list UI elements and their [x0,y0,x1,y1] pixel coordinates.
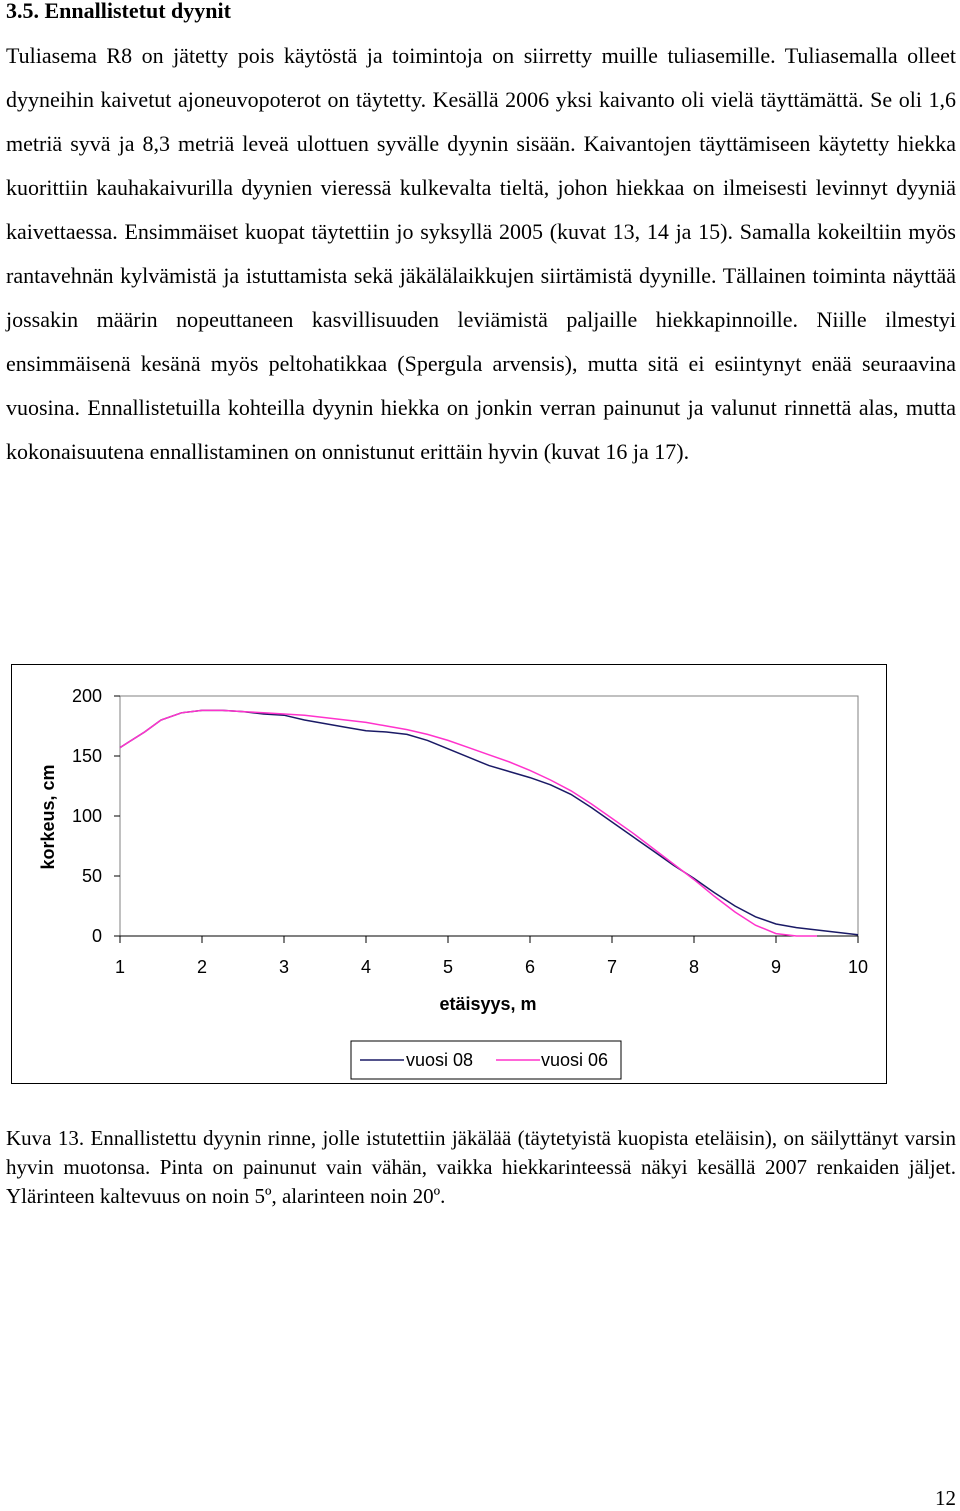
y-tick-label: 0 [91,926,102,946]
y-tick-label: 150 [71,746,102,766]
series-line-vuosi-06 [120,710,817,936]
x-tick-label: 7 [606,957,618,977]
y-axis-label: korkeus, cm [38,764,58,870]
x-tick-label: 2 [196,957,208,977]
x-tick-label: 9 [770,957,782,977]
figure-caption: Kuva 13. Ennallistettu dyynin rinne, jolle istutettiin jäkälää (täytetyistä kuopista eteläisin), on säilyttänyt varsin hyvin muotonsa. Pinta on painunut vain vähän, vaikka hiekkarinteessä näkyi kesällä 2007 renkaiden jäljet. Ylärinteen kaltevuus on noin 5º, alarinteen noin 20º. [6,1126,956,1208]
x-axis-label: etäisyys, m [439,994,537,1014]
series-line-vuosi-08 [120,710,858,934]
y-tick-label: 50 [81,866,102,886]
x-tick-label: 6 [524,957,536,977]
x-tick-label: 5 [442,957,454,977]
x-tick-label: 10 [847,957,869,977]
body-paragraph: Tuliasema R8 on jätetty pois käytöstä ja toimintoja on siirretty muille tuliasemille. Tuliasemalla olleet dyyneihin kaivetut ajoneuvopoterot on täytetty. Kesällä 2006 yksi kaivanto oli vielä täyttämättä. Se oli 1,6 metriä syvä ja 8,3 metriä leveä ulottuen syvälle dyynin sisään. Kaivantojen täyttämiseen käytetty hiekka kuorittiin kauhakaivurilla dyynien vieressä kulkevalta tieltä, johon hiekkaa on ilmeisesti levinnyt dyyniä kaivettaessa. Ensimmäiset kuopat täytettiin jo syksyllä 2005 (kuvat 13, 14 ja 15). Samalla kokeiltiin myös rantavehnän kylvämistä ja istuttamista sekä jäkälälaikkujen siirtämistä dyynille. Tällainen toiminta näyttää jossakin määrin nopeuttaneen kasvillisuuden leviämistä paljaille hiekkapinnoille. Niille ilmestyi ensimmäisenä kesänä myös peltohatikkaa (Spergula arvensis), mutta sitä ei esiintynyt enää seuraavina vuosina. Ennallistetuilla kohteilla dyynin hiekka on jonkin verran painunut ja valunut rinnettä alas, mutta kokonaisuutena ennallistaminen on onnistunut erittäin hyvin (kuvat 16 ja 17). [6,43,956,464]
legend-label-vuosi-06: vuosi 06 [541,1050,609,1070]
page-number: 12 [935,1486,956,1510]
x-tick-label: 3 [278,957,290,977]
x-tick-label: 4 [360,957,372,977]
plot-area [120,696,858,936]
chart-frame [11,664,887,1084]
y-tick-label: 100 [71,806,102,826]
legend-label-vuosi-08: vuosi 08 [406,1050,474,1070]
elevation-profile-chart [12,665,888,1085]
y-tick-label: 200 [71,686,102,706]
x-tick-label: 8 [688,957,700,977]
x-tick-label: 1 [114,957,126,977]
section-heading: 3.5. Ennallistetut dyynit [6,0,231,23]
